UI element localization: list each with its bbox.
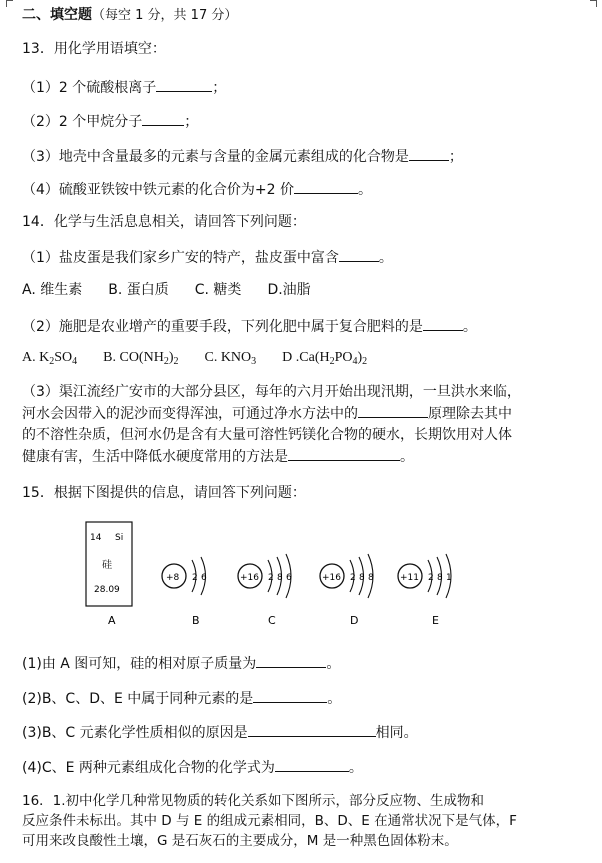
shell-count: 2 (192, 573, 198, 583)
figure-label-c: C (268, 614, 276, 627)
option-c: C. 糖类 (194, 282, 242, 298)
q16-line-1: 16．1.初中化学几种常见物质的转化关系如下图所示，部分反应物、生成物和 (22, 793, 485, 809)
section-note: （每空 1 分，共 17 分） (92, 8, 238, 23)
q14-part-2 (22, 316, 477, 336)
nucleus-charge: +16 (240, 573, 259, 583)
q14-part-1-text: （1）盐皮蛋是我们家乡广安的特产，盐皮蛋中富含 (22, 250, 339, 266)
q14-part-2-end: 。 (462, 319, 477, 335)
q14-part-3-line-1: （3）渠江流经广安市的大部分县区，每年的六月开始出现汛期，一旦洪水来临， (22, 384, 521, 400)
q13-item-3-end: ； (448, 149, 463, 165)
figure-label-a: A (108, 614, 116, 627)
option-d: D.油脂 (267, 282, 311, 298)
answer-blank[interactable] (423, 316, 463, 331)
q15-item-4-end: 。 (348, 760, 363, 776)
q16-paragraph (22, 791, 582, 851)
answer-blank[interactable] (275, 757, 349, 772)
q15-item-1-end: 。 (326, 656, 341, 672)
answer-blank[interactable] (288, 446, 400, 461)
q15-item-3-end: 相同。 (375, 725, 418, 741)
q13-item-1-end: ； (212, 80, 227, 96)
element-number: 14 (90, 533, 102, 543)
q15-stem: 15．根据下图提供的信息，请回答下列问题： (22, 485, 306, 501)
shell-count: 2 (268, 573, 274, 583)
option-a: A. $K_2SO_4$ (22, 350, 78, 367)
q14-part-2-text: （2）施肥是农业增产的重要手段，下列化肥中属于复合肥料的是 (22, 319, 423, 335)
shell-count: 8 (437, 573, 443, 583)
answer-blank[interactable] (253, 688, 327, 703)
atom-c (238, 554, 292, 598)
q15-item-2 (22, 688, 341, 708)
q16-line-3: 可用来改良酸性土壤，G 是石灰石的主要成分，M 是一种黑色固体粉末。 (22, 833, 458, 849)
q14-stem: 14．化学与生活息息相关，请回答下列问题： (22, 214, 306, 230)
answer-blank[interactable] (256, 653, 326, 668)
q13-item-4-end: 。 (358, 182, 372, 198)
q14-part-1-options (22, 281, 337, 299)
figure-label-d: D (350, 614, 359, 627)
q14-part-3-line-3: 的不溶性杂质，但河水仍是含有大量可溶性钙镁化合物的硬水，长期饮用对人体 (22, 427, 512, 443)
q14-part-3-line-2: 河水会因带入的泥沙而变得浑浊，可通过净水方法中的 原理除去其中 (22, 403, 582, 425)
q13-item-4-text: （4）硫酸亚铁铵中铁元素的化合价为+2 价 (22, 182, 294, 198)
shell-count: 8 (368, 573, 374, 583)
q15-item-1-text: (1)由 A 图可知，硅的相对原子质量为 (22, 656, 257, 672)
shell-count: 8 (359, 573, 365, 583)
shell-count: 2 (428, 573, 434, 583)
q15-item-2-end: 。 (327, 691, 342, 707)
answer-blank[interactable] (358, 403, 428, 418)
q15-item-4-text: (4)C、E 两种元素组成化合物的化学式为 (22, 760, 275, 776)
q15-item-1 (22, 653, 340, 673)
option-b: B. $CO(NH_2)_2$ (103, 350, 179, 367)
option-a: A. 维生素 (22, 282, 83, 298)
answer-blank[interactable] (294, 179, 358, 194)
corner-mark-right (590, 0, 597, 7)
q14-part-1-end: 。 (378, 250, 393, 266)
q15-item-3 (22, 722, 418, 742)
shell-count: 1 (446, 573, 452, 583)
shell-count: 2 (350, 573, 356, 583)
section-header (22, 6, 237, 25)
section-title: 二、填空题 (22, 7, 92, 23)
q13-stem: 13．用化学用语填空： (22, 41, 166, 57)
figure-label-b: B (192, 614, 200, 627)
q13-item-3 (22, 146, 463, 166)
answer-blank[interactable] (142, 111, 184, 126)
q14-part-2-options (22, 349, 393, 371)
option-c: C. $KNO_3$ (204, 350, 257, 367)
figure-label-e: E (432, 614, 439, 627)
q14-part-1 (22, 247, 393, 267)
q15-item-3-text: (3)B、C 元素化学性质相似的原因是 (22, 725, 248, 741)
q14-part-3 (22, 382, 582, 468)
q15-item-2-text: (2)B、C、D、E 中属于同种元素的是 (22, 691, 254, 707)
atomic-structure-figure (80, 518, 470, 630)
element-name: 硅 (102, 560, 112, 571)
nucleus-charge: +8 (166, 573, 180, 583)
q13-item-2 (22, 111, 198, 131)
element-mass: 28.09 (94, 585, 120, 595)
shell-count: 6 (286, 573, 292, 583)
answer-blank[interactable] (248, 722, 376, 737)
q14-part-3-line-4: 健康有害，生活中降低水硬度常用的方法是 。 (22, 446, 582, 468)
atom-d (320, 554, 374, 598)
shell-count: 6 (201, 573, 207, 583)
q13-item-1-text: （1）2 个硫酸根离子 (22, 80, 157, 96)
q13-item-1 (22, 77, 226, 97)
q13-item-4 (22, 179, 372, 199)
shell-count: 8 (277, 573, 283, 583)
option-b: B. 蛋白质 (108, 282, 169, 298)
q16-line-2: 反应条件未标出。其中 D 与 E 的组成元素相同，B、D、E 在通常状况下是气体，F (22, 813, 517, 829)
option-d: D $.Ca(H_2PO_4)_2$ (282, 350, 368, 367)
element-symbol: Si (115, 533, 124, 543)
q15-item-4 (22, 757, 363, 777)
answer-blank[interactable] (339, 247, 379, 262)
nucleus-charge: +16 (322, 573, 341, 583)
answer-blank[interactable] (409, 146, 449, 161)
q13-item-3-text: （3）地壳中含量最多的元素与含量的金属元素组成的化合物是 (22, 149, 409, 165)
atom-b (162, 557, 207, 595)
q13-item-2-text: （2）2 个甲烷分子 (22, 114, 143, 130)
nucleus-charge: +11 (400, 573, 419, 583)
answer-blank[interactable] (156, 77, 212, 92)
corner-mark-left (6, 0, 13, 7)
atom-e (398, 554, 452, 598)
q13-item-2-end: ； (184, 114, 199, 130)
